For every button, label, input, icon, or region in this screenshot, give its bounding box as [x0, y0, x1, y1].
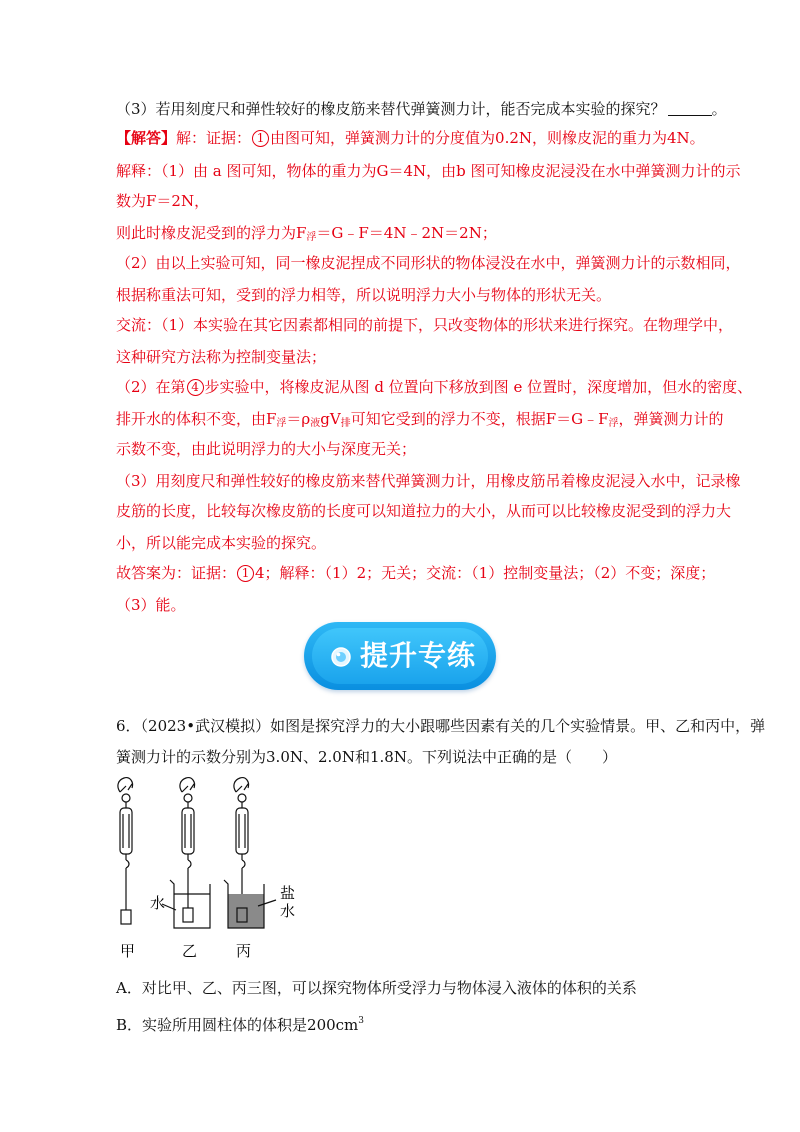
option-b	[116, 1010, 364, 1036]
setup-yi	[170, 778, 210, 928]
experiment-diagram	[110, 776, 320, 966]
setup-bing	[224, 778, 276, 928]
exchange-2b-part-d: 可知它受到的浮力不变，根据F＝G﹣F	[350, 410, 609, 428]
circled-number-4: 4	[187, 379, 204, 396]
answer-line-16: （3）能。	[116, 596, 186, 614]
label-salt-2: 水	[280, 902, 296, 920]
subscript-ye: 液	[310, 418, 321, 429]
experiment-figure	[110, 776, 320, 966]
answer-blank	[668, 101, 712, 116]
answer-line-10	[116, 408, 724, 435]
bubble-icon	[330, 646, 352, 668]
label-water: 水	[150, 894, 166, 912]
answer-line-6: 根据称重法可知，受到的浮力相等，所以说明浮力大小与物体的形状无关。	[116, 286, 612, 304]
subscript-fu: 浮	[276, 418, 287, 429]
question-3-text: （3）若用刻度尺和弹性较好的橡皮筋来替代弹簧测力计，能否完成本实验的探究？	[116, 100, 666, 118]
question-6-line-1: 6．（2023•武汉模拟）如图是探究浮力的大小跟哪些因素有关的几个实验情景。甲、乙和丙中，弹	[116, 717, 766, 735]
buoyancy-formula-post: ＝G﹣F＝4N﹣2N＝2N；	[316, 224, 497, 242]
setup-jia	[118, 778, 133, 924]
answer-lead: 解：证据：	[176, 129, 252, 147]
subscript-pai: 排	[340, 418, 351, 429]
final-answer-post: 4；解释：（1）2；无关；交流：（1）控制变量法；（2）不变；深度；	[255, 564, 716, 582]
circled-number-1: 1	[252, 130, 269, 147]
option-a: A．对比甲、乙、丙三图，可以探究物体所受浮力与物体浸入液体的体积的关系	[116, 979, 637, 997]
question-3-line	[116, 98, 727, 120]
exchange-2b-part-c: gV	[320, 410, 341, 428]
exchange-2-post: 步实验中，将橡皮泥从图 d 位置向下移放到图 e 位置时，深度增加，但水的密度、	[204, 378, 753, 396]
answer-line-12: （3）用刻度尺和弹性较好的橡皮筋来替代弹簧测力计，用橡皮筋吊着橡皮泥浸入水中，记录橡	[116, 472, 741, 490]
question-3-end: 。	[711, 100, 727, 118]
answer-evidence: 由图可知，弹簧测力计的分度值为0.2N，则橡皮泥的重力为4N。	[270, 129, 705, 147]
answer-line-11: 示数不变，由此说明浮力的大小与深度无关；	[116, 440, 417, 458]
option-b-superscript: 3	[358, 1016, 365, 1026]
answer-line-5: （2）由以上实验可知，同一橡皮泥捏成不同形状的物体浸没在水中，弹簧测力计的示数相同，	[116, 254, 741, 272]
exchange-2-pre: （2）在第	[116, 378, 186, 396]
exchange-2b-part-b: ＝ρ	[286, 410, 311, 428]
label-bing: 丙	[236, 942, 252, 960]
label-salt-1: 盐	[280, 884, 296, 902]
answer-line-3: 数为F＝2N，	[116, 192, 210, 210]
answer-line-2: 解释：（1）由 a 图可知，物体的重力为G＝4N，由b 图可知橡皮泥浸没在水中弹簧测力计的示	[116, 162, 741, 180]
answer-line-13: 皮筋的长度，比较每次橡皮筋的长度可以知道拉力的大小，从而可以比较橡皮泥受到的浮力大	[116, 502, 732, 520]
answer-line-15	[116, 562, 715, 584]
exchange-2b-part-a: 排开水的体积不变，由F	[116, 410, 277, 428]
buoyancy-formula-pre: 则此时橡皮泥受到的浮力为F	[116, 224, 307, 242]
option-b-text: B．实验所用圆柱体的体积是200cm	[116, 1016, 359, 1034]
label-yi: 乙	[182, 942, 198, 960]
final-answer-pre: 故答案为：证据：	[116, 564, 237, 582]
exchange-2b-part-e: ，弹簧测力计的	[618, 410, 724, 428]
answer-tag: 【解答】	[116, 129, 177, 147]
circled-number-1: 1	[237, 565, 254, 582]
answer-line-9	[116, 376, 752, 398]
subscript-fu: 浮	[608, 418, 619, 429]
answer-line-4	[116, 222, 497, 249]
subscript-fu: 浮	[306, 232, 317, 243]
answer-line-14: 小，所以能完成本实验的探究。	[116, 534, 327, 552]
answer-line-1	[116, 127, 705, 149]
answer-line-7: 交流：（1）本实验在其它因素都相同的前提下，只改变物体的形状来进行探究。在物理学中，	[116, 316, 734, 334]
practice-banner	[304, 622, 496, 690]
banner-label: 提升专练	[360, 639, 477, 672]
answer-line-8: 这种研究方法称为控制变量法；	[116, 348, 327, 366]
label-jia: 甲	[120, 942, 136, 960]
question-6-line-2: 簧测力计的示数分别为3.0N、2.0N和1.8N。下列说法中正确的是（ ）	[116, 748, 617, 766]
